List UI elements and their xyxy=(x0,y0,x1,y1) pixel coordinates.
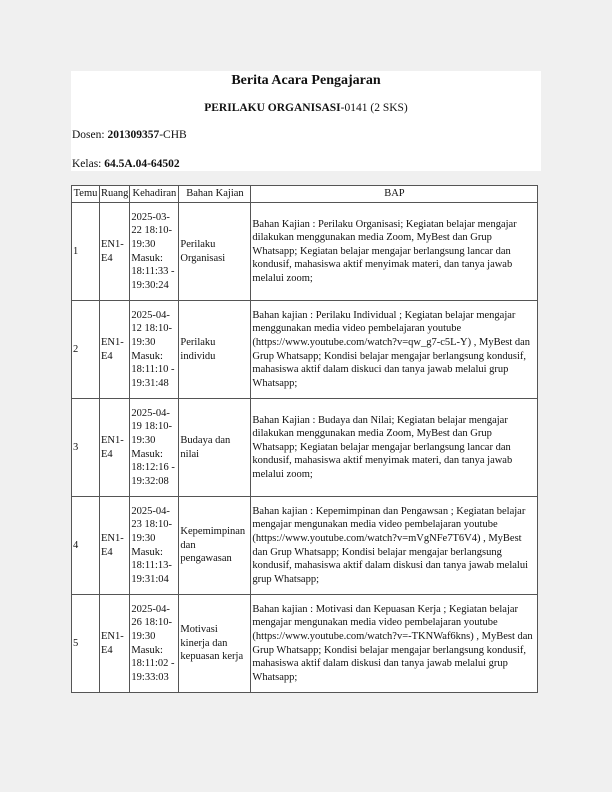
column-header-bahan-kajian: Bahan Kajian xyxy=(179,186,251,203)
column-header-bap: BAP xyxy=(251,186,538,203)
kehadiran-cell: 2025-04-19 18:10-19:30 Masuk: 18:12:16 - 19:32:08 xyxy=(130,399,179,497)
kelas-value: 64.5A.04-64502 xyxy=(104,158,180,170)
bahan-kajian-cell: Budaya dan nilai xyxy=(179,399,251,497)
dosen-label: Dosen: xyxy=(72,129,108,141)
bap-cell: Bahan kajian : Motivasi dan Kepuasan Kerja ; Kegiatan belajar mengajar mengunakan media video pembelajaran youtube (https://www.youtube.com/watch?v=-TKNWaf6kns) , MyBest dan Grup Whatsapp; Kondisi belajar mengajar berlangsung kondusif, mahasiswa aktif dalam diskusi dan tanya jawab melalui grup Whatsapp; xyxy=(251,595,538,693)
kehadiran-cell: 2025-04-12 18:10-19:30 Masuk: 18:11:10 - 19:31:48 xyxy=(130,301,179,399)
table-row xyxy=(72,203,538,301)
bap-cell: Bahan kajian : Perilaku Individual ; Kegiatan belajar mengajar menggunakan media video pembelajaran youtube (https://www.youtube.com/watch?v=qw_g7-c5L-Y) , MyBest dan Grup Whatsapp; Kondisi belajar mengajar berlangsung kondusif, mahasiswa aktif dalam diskuci dan tanya jawab melalui grup Whatsapp; xyxy=(251,301,538,399)
report-header xyxy=(71,71,541,171)
table-header-row xyxy=(72,186,538,203)
kehadiran-cell: 2025-04-26 18:10-19:30 Masuk: 18:11:02 - 19:33:03 xyxy=(130,595,179,693)
table-row xyxy=(72,301,538,399)
ruang-cell: EN1-E4 xyxy=(100,595,130,693)
temu-cell: 1 xyxy=(72,203,100,301)
page-title: Berita Acara Pengajaran xyxy=(231,73,381,88)
bahan-kajian-cell: Kepemimpinan dan pengawasan xyxy=(179,497,251,595)
course-code: -0141 (2 SKS) xyxy=(340,102,408,114)
table-row xyxy=(72,497,538,595)
column-header-kehadiran: Kehadiran xyxy=(130,186,179,203)
table-row xyxy=(72,595,538,693)
bahan-kajian-cell: Perilaku individu xyxy=(179,301,251,399)
bap-cell: Bahan Kajian : Budaya dan Nilai; Kegiatan belajar mengajar dilakukan menggunakan media Zoom, MyBest dan Grup Whatsapp; Kegiatan belajar mengajar berlangsung lancar dan kondusif, mahasiswa aktif menyimak materi, dan tanya jawab melalui zoom; xyxy=(251,399,538,497)
ruang-cell: EN1-E4 xyxy=(100,301,130,399)
column-header-ruang: Ruang xyxy=(100,186,130,203)
course-name: PERILAKU ORGANISASI xyxy=(204,102,341,114)
temu-cell: 4 xyxy=(72,497,100,595)
bap-table xyxy=(71,185,538,693)
kehadiran-cell: 2025-04-23 18:10-19:30 Masuk: 18:11:13-19:31:04 xyxy=(130,497,179,595)
dosen-id: 201309357 xyxy=(107,129,160,141)
bahan-kajian-cell: Perilaku Organisasi xyxy=(179,203,251,301)
bap-cell: Bahan Kajian : Perilaku Organisasi; Kegiatan belajar mengajar dilakukan menggunakan media Zoom, MyBest dan Grup Whatsapp; Kegiatan belajar mengajar berlangsung lancar dan kondusif, mahasiswa aktif menyimak materi, dan tanya jawab melalui zoom; xyxy=(251,203,538,301)
ruang-cell: EN1-E4 xyxy=(100,497,130,595)
course-line xyxy=(71,102,541,114)
bahan-kajian-cell: Motivasi kinerja dan kepuasan kerja xyxy=(179,595,251,693)
column-header-temu: Temu xyxy=(72,186,100,203)
temu-cell: 3 xyxy=(72,399,100,497)
dosen-suffix: -CHB xyxy=(159,129,187,141)
bap-cell: Bahan kajian : Kepemimpinan dan Pengawsan ; Kegiatan belajar mengajar mengunakan media video pembelajaran youtube (https://www.youtube.com/watch?v=mVgNFe7T6V4) , MyBest dan Grup Whatsapp; Kondisi belajar mengajar berlangsung kondusif, mahasiswa aktif dalam diskusi dan tanya jawab melalui grup Whatsapp; xyxy=(251,497,538,595)
table-row xyxy=(72,399,538,497)
ruang-cell: EN1-E4 xyxy=(100,203,130,301)
temu-cell: 2 xyxy=(72,301,100,399)
temu-cell: 5 xyxy=(72,595,100,693)
ruang-cell: EN1-E4 xyxy=(100,399,130,497)
kehadiran-cell: 2025-03-22 18:10-19:30 Masuk: 18:11:33 - 19:30:24 xyxy=(130,203,179,301)
kelas-label: Kelas: xyxy=(72,158,105,170)
kelas-line xyxy=(72,158,180,170)
dosen-line xyxy=(72,129,187,141)
